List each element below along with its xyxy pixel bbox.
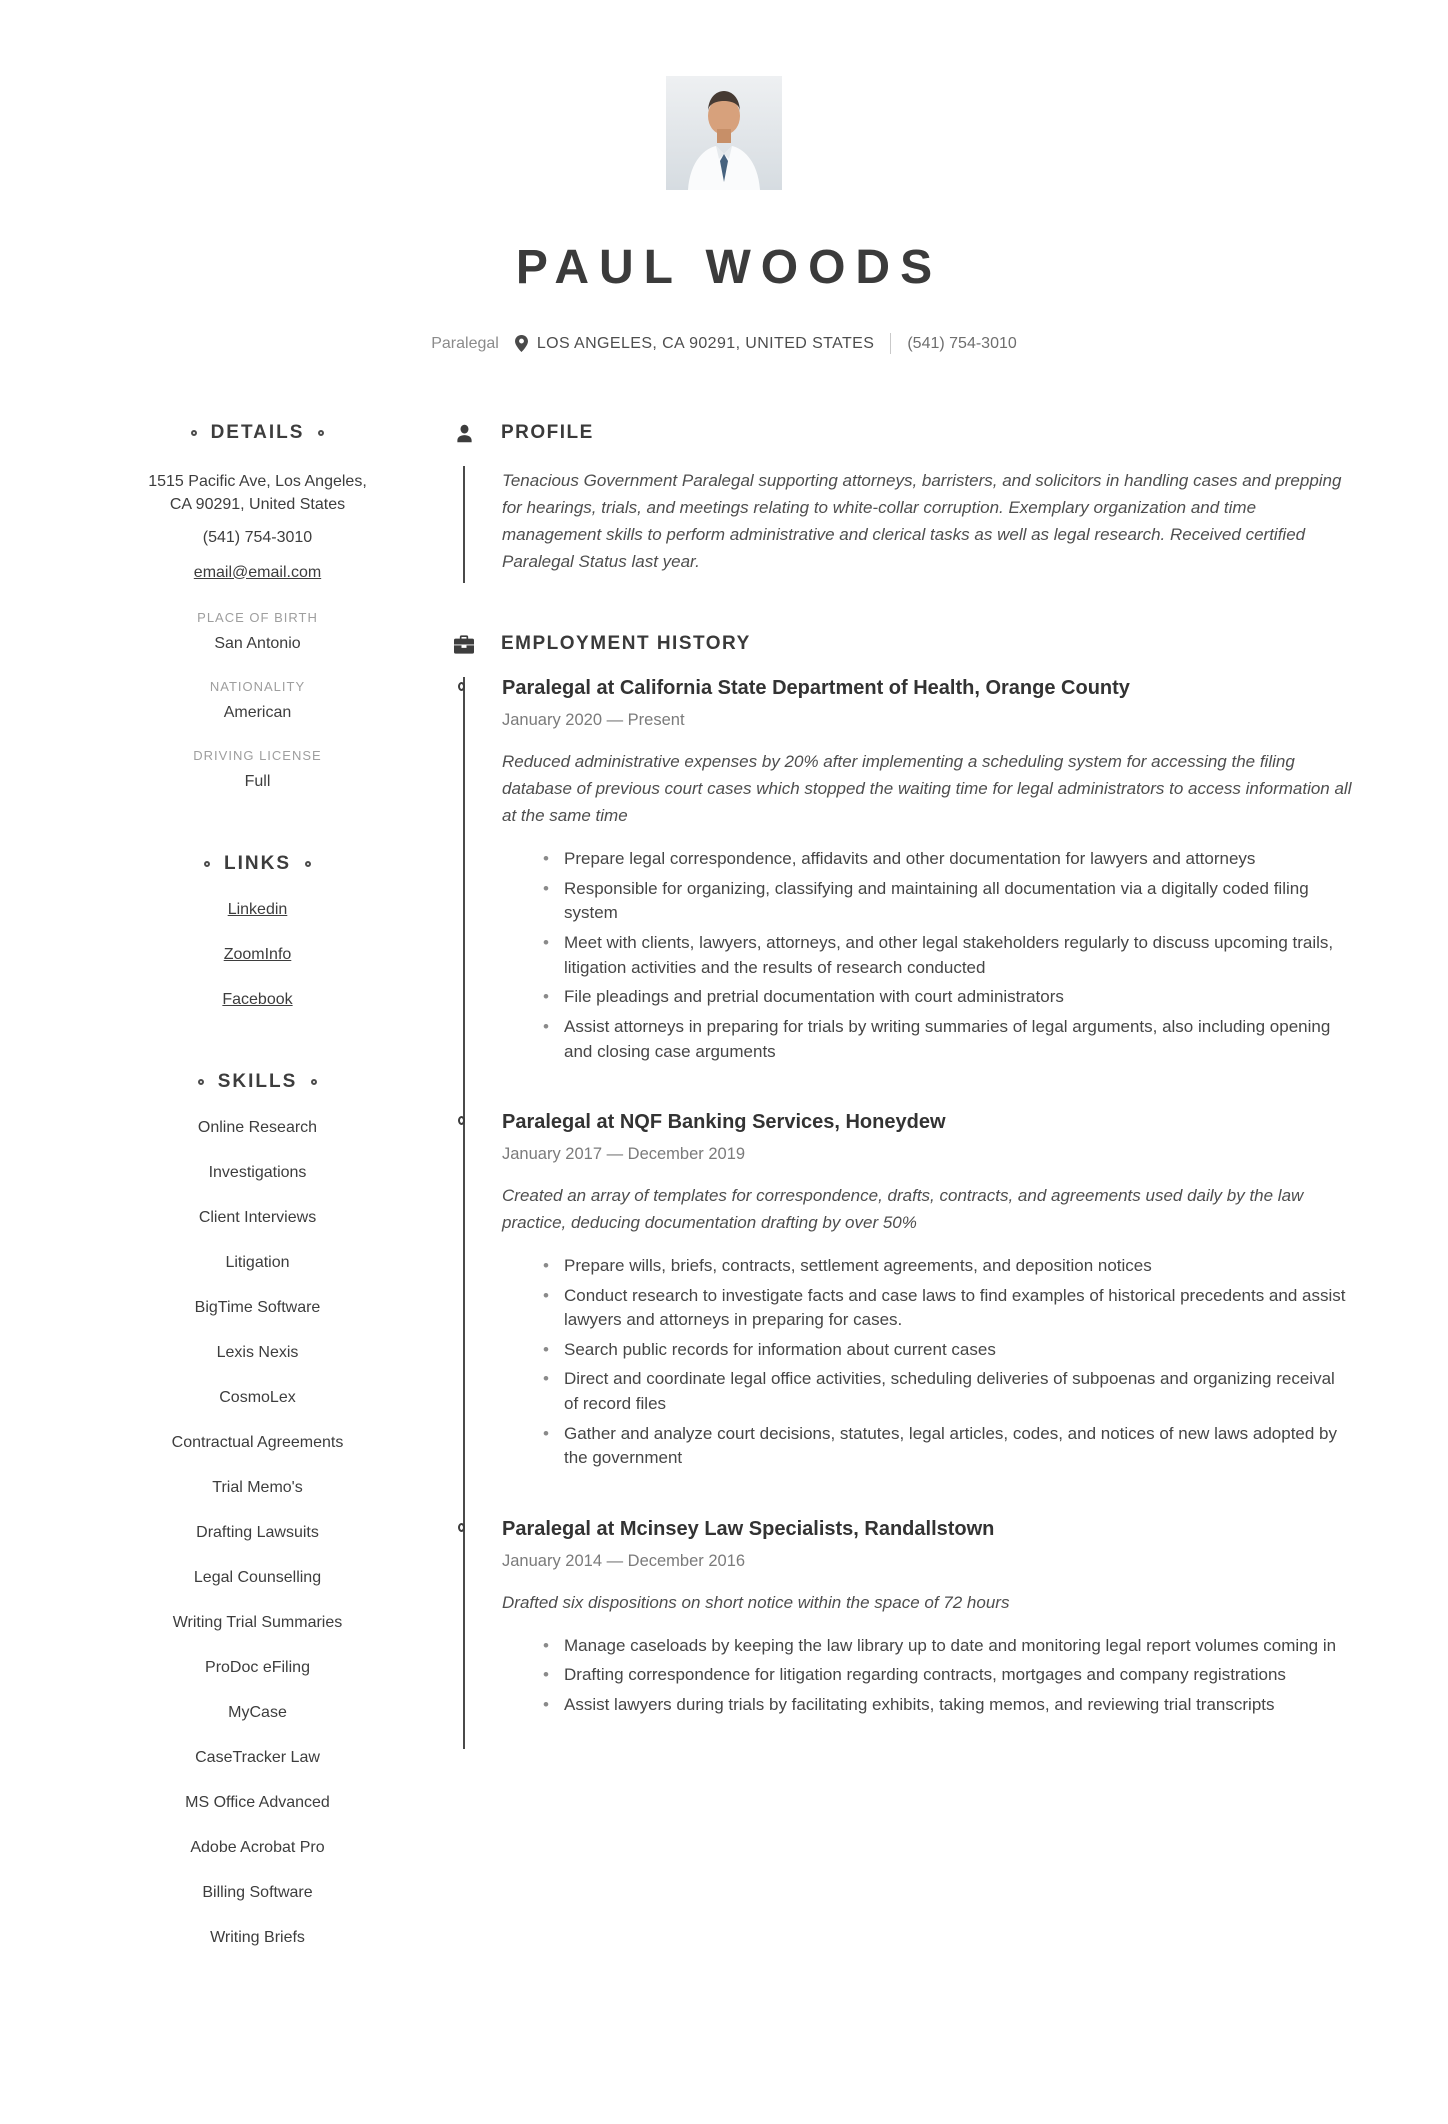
bullet-item: • Conduct research to investigate facts and case laws to find examples of historical precedents and assist lawyers and attorneys in preparing for cases.: [543, 1284, 1353, 1333]
skill-item: Adobe Acrobat Pro: [190, 1838, 325, 1856]
header-meta: [0, 333, 1448, 354]
details-phone-text: (541) 754-3010: [202, 529, 313, 547]
field-label: DRIVING LICENSE: [193, 747, 322, 763]
sidebar: [115, 422, 400, 1974]
skill-item: ProDoc eFiling: [205, 1658, 310, 1676]
field-nationality: [115, 679, 400, 722]
skill-item: Investigations: [208, 1163, 307, 1181]
field-value: American: [223, 703, 292, 721]
address-text: 1515 Pacific Ave, Los Angeles, CA 90291, United States: [148, 473, 367, 514]
bullet-item: • Search public records for information about current cases: [543, 1338, 1353, 1363]
employment-timeline: [463, 677, 1353, 1748]
field-label: PLACE OF BIRTH: [197, 609, 318, 625]
links-title-label: LINKS: [224, 852, 291, 874]
job-summary: Created an array of templates for correspondence, drafts, contracts, and agreements used daily by the law practice, deducing documentation drafting by over 50%: [502, 1186, 1304, 1232]
links-list: [115, 901, 400, 1009]
job-dates: January 2020 — Present: [502, 711, 685, 730]
briefcase-icon: [454, 635, 474, 654]
skill-item: Billing Software: [202, 1883, 313, 1901]
employment-section-header: [454, 633, 1353, 655]
field-driving-license: [115, 748, 400, 791]
skill-item: Drafting Lawsuits: [196, 1523, 319, 1541]
avatar-illustration: [666, 76, 782, 190]
job-entry: [502, 1518, 1353, 1718]
job-title: Paralegal at California State Department of Health, Orange County: [502, 677, 1130, 700]
skill-item: Contractual Agreements: [171, 1433, 344, 1451]
bullet-item: • Manage caseloads by keeping the law library up to date and monitoring legal report volumes coming in: [543, 1634, 1353, 1659]
skills-section-title: [115, 1071, 400, 1093]
skill-item: MS Office Advanced: [185, 1793, 330, 1811]
profile-section-header: [454, 422, 1353, 444]
bullet-item: • Direct and coordinate legal office activities, scheduling deliveries of subpoenas and organizing receival of record files: [543, 1367, 1353, 1416]
job-dates: January 2014 — December 2016: [502, 1551, 746, 1570]
job-title: Paralegal at Mcinsey Law Specialists, Randallstown: [502, 1517, 995, 1540]
skill-item: Online Research: [197, 1118, 318, 1136]
job-summary: Drafted six dispositions on short notice within the space of 72 hours: [502, 1592, 1010, 1612]
skill-item: BigTime Software: [194, 1298, 321, 1316]
field-label: NATIONALITY: [209, 678, 306, 694]
avatar-photo: [666, 76, 782, 190]
ring-icon: [305, 861, 311, 867]
job-entry: [502, 677, 1353, 1111]
skill-item: Client Interviews: [198, 1208, 317, 1226]
skill-item: Trial Memo's: [212, 1478, 303, 1496]
timeline-marker-icon: [458, 1116, 465, 1125]
phone-text: (541) 754-3010: [907, 334, 1017, 352]
person-icon: [454, 424, 474, 443]
meta-divider: [890, 333, 891, 354]
skill-item: Lexis Nexis: [216, 1343, 299, 1361]
link-linkedin[interactable]: Linkedin: [227, 900, 288, 918]
job-title: Paralegal at NQF Banking Services, Honeydew: [502, 1111, 946, 1134]
bullet-item: • Prepare legal correspondence, affidavits and other documentation for lawyers and attorneys: [543, 847, 1353, 872]
skill-item: CosmoLex: [219, 1388, 296, 1406]
skills-list: [115, 1119, 400, 1947]
details-title-label: DETAILS: [210, 422, 305, 443]
bullet-item: • Meet with clients, lawyers, attorneys, and other legal stakeholders regularly to discuss upcoming trails, litigation activities and the results of research conducted: [543, 931, 1353, 980]
link-zoominfo[interactable]: ZoomInfo: [223, 945, 292, 963]
location-group: [515, 335, 875, 353]
ring-icon: [318, 430, 324, 436]
field-value: San Antonio: [214, 634, 301, 652]
profile-title: PROFILE: [501, 422, 594, 443]
ring-icon: [204, 861, 210, 867]
bullet-item: • Prepare wills, briefs, contracts, settlement agreements, and deposition notices: [543, 1254, 1353, 1279]
role-label: Paralegal: [431, 334, 499, 352]
skill-item: CaseTracker Law: [195, 1748, 320, 1766]
bullet-item: • Drafting correspondence for litigation regarding contracts, mortgages and company registrations: [543, 1663, 1353, 1688]
skills-title-label: SKILLS: [217, 1070, 298, 1092]
candidate-name: PAUL WOODS: [515, 241, 943, 294]
ring-icon: [198, 1079, 204, 1085]
email-link[interactable]: email@email.com: [193, 563, 322, 581]
location-text: LOS ANGELES, CA 90291, UNITED STATES: [536, 334, 875, 352]
profile-body: [463, 466, 1353, 583]
job-bullets: [502, 1254, 1353, 1471]
skill-item: Writing Trial Summaries: [172, 1613, 343, 1631]
main-column: [463, 422, 1353, 1974]
skill-item: Litigation: [225, 1253, 290, 1271]
bullet-item: • Assist lawyers during trials by facilitating exhibits, taking memos, and reviewing trial transcripts: [543, 1693, 1353, 1718]
field-place-of-birth: [115, 610, 400, 653]
skill-item: MyCase: [228, 1703, 287, 1721]
job-bullets: [502, 847, 1353, 1064]
employment-title: EMPLOYMENT HISTORY: [501, 633, 751, 655]
details-section-title: [115, 422, 400, 444]
field-value: Full: [244, 772, 271, 790]
ring-icon: [191, 430, 197, 436]
bullet-item: • Gather and analyze court decisions, statutes, legal articles, codes, and notices of new laws adopted by the government: [543, 1422, 1353, 1471]
job-bullets: [502, 1634, 1353, 1718]
bullet-item: • File pleadings and pretrial documentation with court administrators: [543, 985, 1353, 1010]
profile-text: Tenacious Government Paralegal supporting attorneys, barristers, and solicitors in handling cases and prepping for hearings, trials, and meetings relating to white-collar corruption. Exemplary organization and time management skills to perform administrative and clerical tasks as well as legal research. Received certified Paralegal Status last year.: [502, 471, 1342, 571]
location-pin-icon: [515, 335, 528, 352]
timeline-marker-icon: [458, 682, 465, 691]
link-facebook[interactable]: Facebook: [222, 990, 293, 1008]
resume-page: [0, 76, 1448, 2124]
ring-icon: [311, 1079, 317, 1085]
bullet-item: • Responsible for organizing, classifying and maintaining all documentation via a digitally coded filing system: [543, 877, 1353, 926]
job-dates: January 2017 — December 2019: [502, 1145, 746, 1164]
content-columns: [0, 422, 1448, 1974]
skill-item: Legal Counselling: [193, 1568, 322, 1586]
timeline-marker-icon: [458, 1523, 465, 1532]
job-entry: [502, 1111, 1353, 1518]
job-summary: Reduced administrative expenses by 20% after implementing a scheduling system for accessing the filing database of previous court cases which stopped the waiting time for legal administrators to access information all at the same time: [502, 752, 1352, 826]
bullet-item: • Assist attorneys in preparing for trials by writing summaries of legal arguments, also including opening and closing case arguments: [543, 1015, 1353, 1064]
skill-item: Writing Briefs: [210, 1928, 305, 1946]
links-section-title: [115, 853, 400, 875]
